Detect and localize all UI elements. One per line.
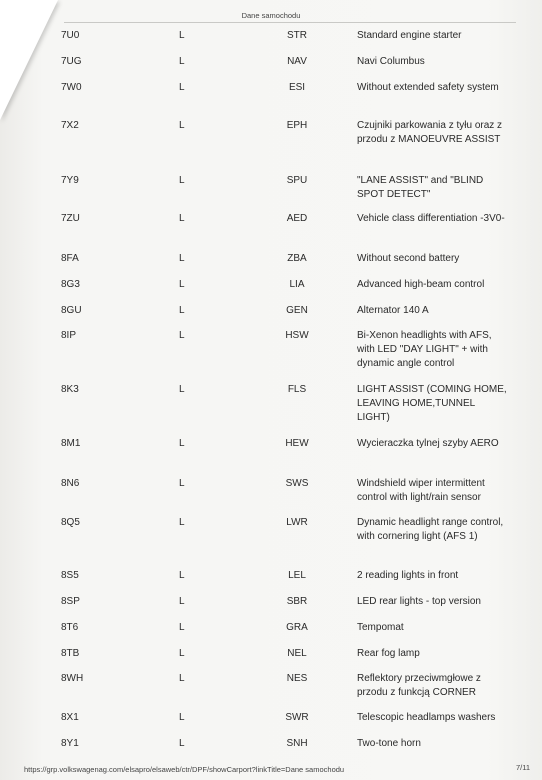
row-abbr: GRA <box>286 622 308 633</box>
row-description: Wycieraczka tylnej szyby AERO <box>357 438 499 449</box>
row-description: Tempomat <box>357 622 404 633</box>
row-code: 8X1 <box>61 712 79 723</box>
row-flag: L <box>179 384 185 395</box>
row-code: 8M1 <box>61 438 81 449</box>
row-abbr: SBR <box>286 596 308 607</box>
row-description: Reflektory przeciwmgłowe z przodu z funkcją CORNER <box>357 673 481 698</box>
row-description: Windshield wiper intermittent control with light/rain sensor <box>357 478 485 503</box>
row-description: Navi Columbus <box>357 56 425 67</box>
row-flag: L <box>179 330 185 341</box>
page-header-title: Dane samochodu <box>241 11 301 20</box>
row-flag: L <box>179 596 185 607</box>
row-flag: L <box>179 30 185 41</box>
row-flag: L <box>179 570 185 581</box>
row-abbr: HSW <box>285 330 309 341</box>
row-description: Dynamic headlight range control, with cornering light (AFS 1) <box>357 517 504 542</box>
row-code: 8TB <box>61 648 80 659</box>
row-code: 7W0 <box>61 82 82 93</box>
row-code: 8Q5 <box>61 517 80 528</box>
row-abbr: SWS <box>285 478 309 489</box>
row-description: Without second battery <box>357 253 460 264</box>
row-description: Czujniki parkowania z tyłu oraz z przodu z MANOEUVRE ASSIST <box>357 120 503 145</box>
row-abbr: AED <box>286 213 308 224</box>
row-description: LIGHT ASSIST (COMING HOME, LEAVING HOME,TUNNEL LIGHT) <box>357 384 507 423</box>
row-abbr: NES <box>286 673 308 684</box>
row-flag: L <box>179 253 185 264</box>
row-description: Without extended safety system <box>357 82 499 93</box>
row-code: 7U0 <box>61 30 80 41</box>
row-code: 8IP <box>61 330 77 341</box>
row-abbr: FLS <box>287 384 307 395</box>
row-flag: L <box>179 279 185 290</box>
row-description: Alternator 140 A <box>357 305 429 316</box>
row-abbr: STR <box>287 30 307 41</box>
row-description: "LANE ASSIST" and "BLIND SPOT DETECT" <box>357 175 484 200</box>
row-flag: L <box>179 213 185 224</box>
header-rule <box>64 22 516 23</box>
row-code: 8SP <box>61 596 80 607</box>
row-description: Advanced high-beam control <box>357 279 485 290</box>
row-abbr: NAV <box>287 56 307 67</box>
row-description: LED rear lights - top version <box>357 596 481 607</box>
row-description: Bi-Xenon headlights with AFS, with LED "DAY LIGHT" + with dynamic angle control <box>357 330 492 369</box>
row-abbr: SNH <box>286 738 308 749</box>
row-code: 8N6 <box>61 478 80 489</box>
row-code: 8T6 <box>61 622 79 633</box>
row-flag: L <box>179 305 185 316</box>
row-abbr: EPH <box>286 120 308 131</box>
row-description: Telescopic headlamps washers <box>357 712 496 723</box>
row-code: 8K3 <box>61 384 79 395</box>
row-code: 7UG <box>61 56 82 67</box>
page-number: 7/11 <box>515 763 530 772</box>
row-code: 8G3 <box>61 279 80 290</box>
row-flag: L <box>179 673 185 684</box>
row-description: 2 reading lights in front <box>357 570 459 581</box>
row-abbr: NEL <box>287 648 307 659</box>
row-flag: L <box>179 438 185 449</box>
row-code: 7Y9 <box>61 175 79 186</box>
row-code: 8WH <box>61 673 84 684</box>
row-abbr: ESI <box>288 82 306 93</box>
row-abbr: LIA <box>289 279 305 290</box>
row-flag: L <box>179 712 185 723</box>
row-description: Rear fog lamp <box>357 648 420 659</box>
row-code: 8GU <box>61 305 82 316</box>
row-description: Two-tone horn <box>357 738 421 749</box>
row-flag: L <box>179 56 185 67</box>
footer-url: https://grp.volkswagenag.com/elsapro/elsaweb/ctr/DPF/showCarport?linkTitle=Dane samochodu <box>24 765 345 774</box>
row-description: Standard engine starter <box>357 30 462 41</box>
row-flag: L <box>179 648 185 659</box>
row-flag: L <box>179 738 185 749</box>
row-code: 8Y1 <box>61 738 79 749</box>
row-flag: L <box>179 175 185 186</box>
row-flag: L <box>179 622 185 633</box>
row-description: Vehicle class differentiation -3V0- <box>357 213 505 224</box>
row-abbr: SWR <box>285 712 309 723</box>
row-abbr: LEL <box>288 570 306 581</box>
row-code: 7ZU <box>61 213 80 224</box>
row-code: 8S5 <box>61 570 79 581</box>
row-flag: L <box>179 517 185 528</box>
row-abbr: SPU <box>286 175 308 186</box>
row-abbr: LWR <box>286 517 308 528</box>
row-flag: L <box>179 120 185 131</box>
row-code: 7X2 <box>61 120 79 131</box>
row-abbr: HEW <box>285 438 309 449</box>
row-flag: L <box>179 478 185 489</box>
row-abbr: ZBA <box>287 253 307 264</box>
row-abbr: GEN <box>286 305 308 316</box>
row-code: 8FA <box>61 253 79 264</box>
row-flag: L <box>179 82 185 93</box>
